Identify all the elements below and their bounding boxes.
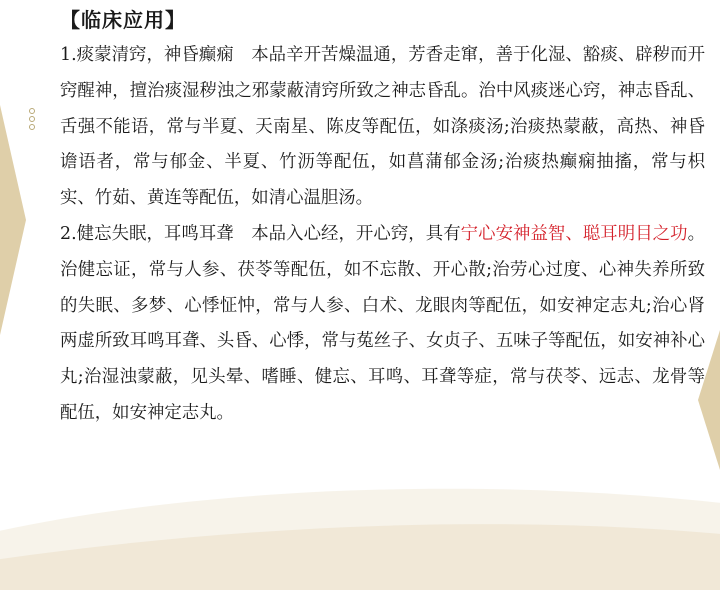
paragraph-2-rest: 。治健忘证，常与人参、茯苓等配伍，如不忘散、开心散;治劳心过度、心神失养所致的失眠、多梦、心悸怔忡，常与人参、白术、龙眼肉等配伍，如安神定志丸;治心肾两虚所致耳鸣耳聋、头昏、心悸，常与菟丝子、女贞子、五味子等配伍，如安神补心丸;治湿浊蒙蔽，见头晕、嗜睡、健忘、耳鸣、耳聋等症，常与茯苓、远志、龙骨等配伍，如安神定志丸。 bbox=[60, 223, 705, 423]
paragraph-1: 1.痰蒙清窍，神昏癫痫 本品辛开苦燥温通，芳香走窜，善于化湿、豁痰、辟秽而开窍醒神，擅治痰湿秽浊之邪蒙蔽清窍所致之神志昏乱。治中风痰迷心窍，神志昏乱、舌强不能语，常与半夏、天南星、陈皮等配伍，如涤痰汤;治痰热蒙蔽，高热、神昏谵语者，常与郁金、半夏、竹沥等配伍，如菖蒲郁金汤;治痰热癫痫抽搐，常与枳实、竹茹、黄连等配伍，如清心温胆汤。 bbox=[60, 45, 705, 209]
highlight-text: 宁心安神益智、聪耳明目之功 bbox=[460, 223, 688, 244]
paragraph-2 bbox=[60, 217, 705, 432]
section-title: 【临床应用】 bbox=[60, 8, 186, 32]
decor-triangle-left bbox=[0, 105, 26, 335]
decor-swoosh bbox=[0, 470, 720, 590]
paragraph-2-lead: 2.健忘失眠，耳鸣耳聋 本品入心经，开心窍，具有 bbox=[60, 223, 461, 244]
document-body bbox=[60, 0, 705, 432]
decor-dots-icon bbox=[29, 108, 35, 130]
